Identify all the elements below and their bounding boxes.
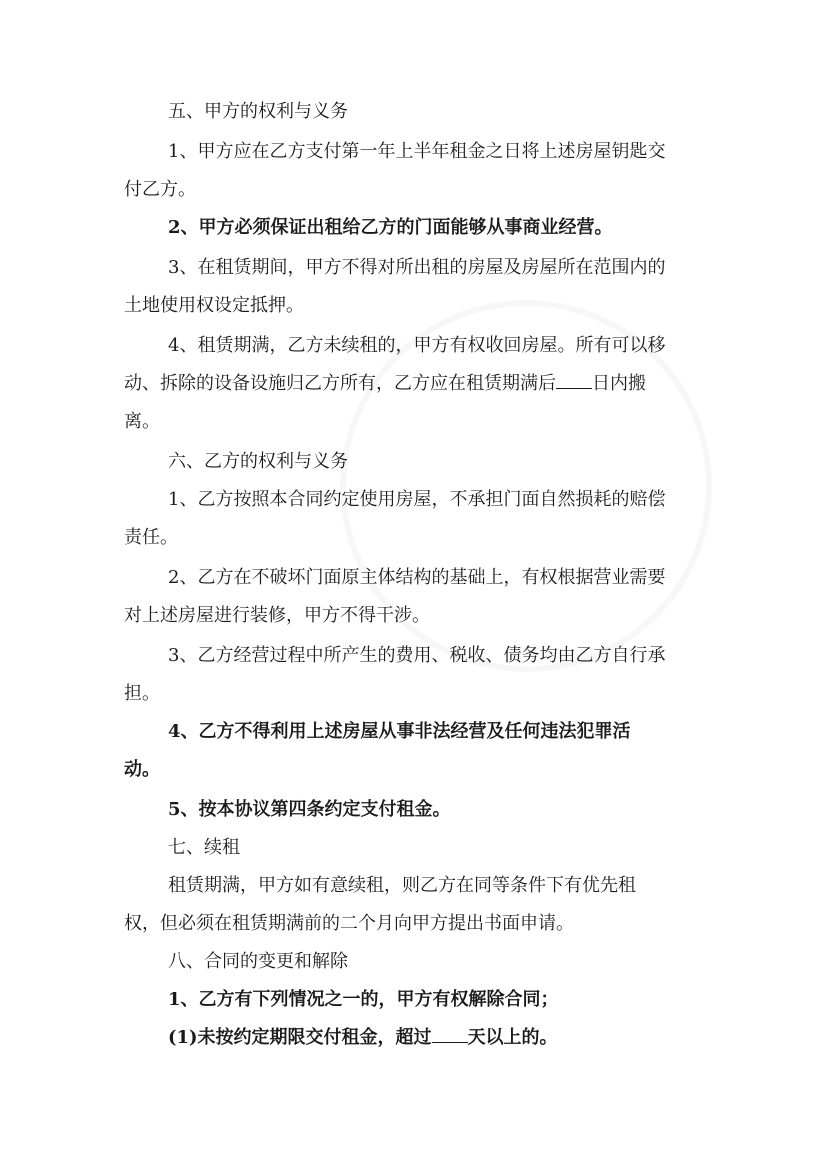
section-7-text-cont: 权，但必须在租赁期满前的二个月向甲方提出书面申请。 bbox=[124, 913, 574, 934]
section-8-sub-1 bbox=[168, 1026, 830, 1050]
section-6-item-4: 4、乙方不得利用上述房屋从事非法经营及任何违法犯罪活 bbox=[168, 721, 631, 742]
section-8-sub-1-text-2: 天以上的。 bbox=[467, 1027, 558, 1048]
section-5-item-4: 4、租赁期满，乙方未续租的，甲方有权收回房屋。所有可以移 bbox=[168, 335, 666, 356]
section-5-item-1-cont: 付乙方。 bbox=[124, 179, 196, 200]
section-6-item-2-cont: 对上述房屋进行装修，甲方不得干涉。 bbox=[124, 605, 430, 626]
section-8-sub-1-text: (1)未按约定期限交付租金，超过 bbox=[168, 1027, 432, 1048]
section-5-item-3-cont: 土地使用权设定抵押。 bbox=[124, 295, 304, 316]
section-6-item-5: 5、按本协议第四条约定支付租金。 bbox=[168, 799, 451, 820]
section-5-item-4-end: 离。 bbox=[124, 411, 160, 432]
section-5-item-2: 2、甲方必须保证出租给乙方的门面能够从事商业经营。 bbox=[168, 217, 613, 238]
section-6-item-1-cont: 责任。 bbox=[124, 527, 178, 548]
section-7-text: 租赁期满，甲方如有意续租，则乙方在同等条件下有优先租 bbox=[168, 875, 636, 896]
section-7-title: 七、续租 bbox=[168, 837, 240, 858]
section-5-item-4-cont-text-2: 日内搬 bbox=[592, 373, 646, 394]
section-5-item-4-cont bbox=[124, 372, 830, 396]
section-6-item-2: 2、乙方在不破坏门面原主体结构的基础上，有权根据营业需要 bbox=[168, 567, 666, 588]
section-6-title: 六、乙方的权利与义务 bbox=[168, 451, 348, 472]
section-5-item-4-cont-text: 动、拆除的设备设施归乙方所有，乙方应在租赁期满后 bbox=[124, 373, 556, 394]
blank-days-overdue bbox=[432, 1026, 468, 1043]
section-6-item-3-cont: 担。 bbox=[124, 683, 160, 704]
section-8-item-1: 1、乙方有下列情况之一的，甲方有权解除合同； bbox=[168, 989, 559, 1010]
section-5-item-3: 3、在租赁期间，甲方不得对所出租的房屋及房屋所在范围内的 bbox=[168, 257, 666, 278]
section-6-item-4-cont: 动。 bbox=[124, 759, 160, 780]
section-5-item-1: 1、甲方应在乙方支付第一年上半年租金之日将上述房屋钥匙交 bbox=[168, 141, 666, 162]
blank-days bbox=[556, 372, 592, 389]
section-5-title: 五、甲方的权利与义务 bbox=[168, 101, 348, 122]
section-6-item-3: 3、乙方经营过程中所产生的费用、税收、债务均由乙方自行承 bbox=[168, 645, 666, 666]
section-8-title: 八、合同的变更和解除 bbox=[168, 951, 348, 972]
section-6-item-1: 1、乙方按照本合同约定使用房屋，不承担门面自然损耗的赔偿 bbox=[168, 489, 666, 510]
